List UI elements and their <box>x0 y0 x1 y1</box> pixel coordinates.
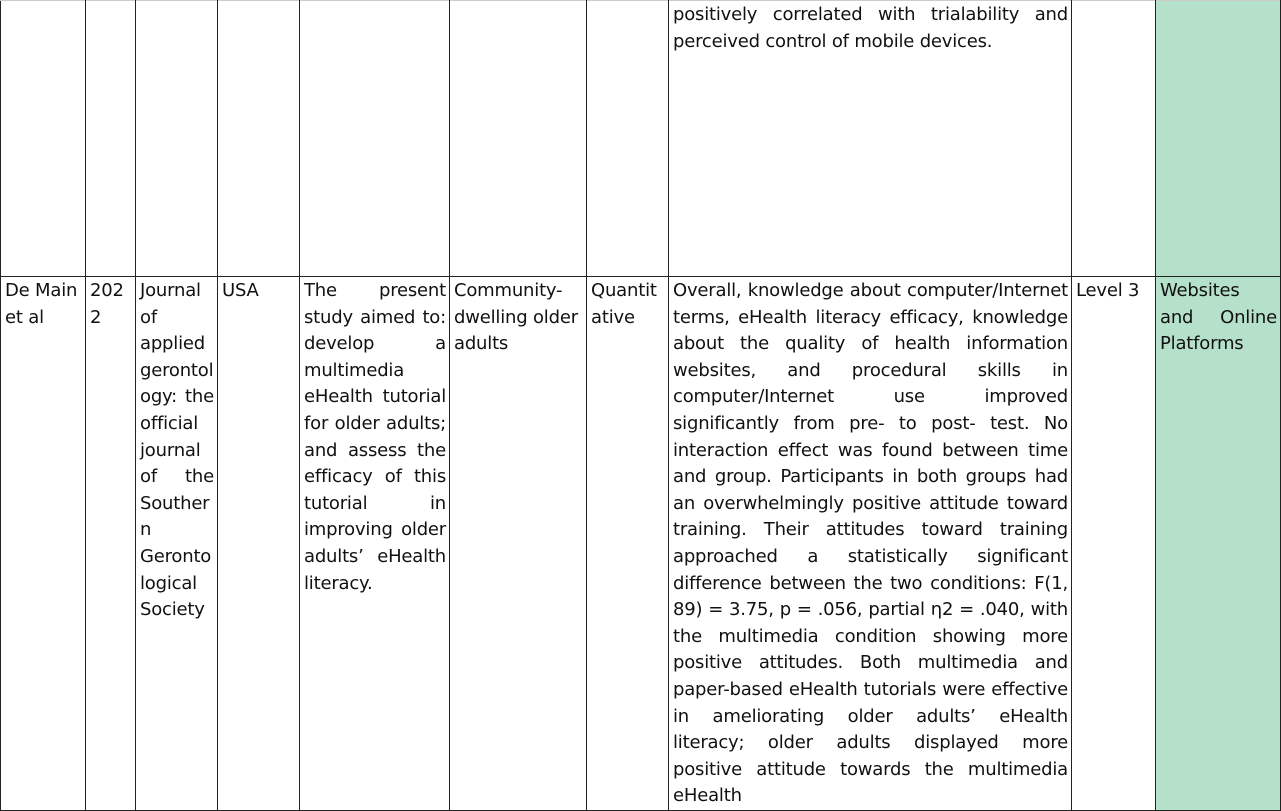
aim-cell: The present study aimed to: develop a multimedia eHealth tutorial for older adults; and assess the efficacy of this tutorial in improving older adults’ eHealth literacy. <box>300 277 450 811</box>
table-row <box>1 1 1281 277</box>
level-cell <box>1072 1 1156 277</box>
country-cell <box>218 1 300 277</box>
category-cell: Websites and Online Platforms <box>1156 277 1281 811</box>
design-cell <box>587 1 669 277</box>
findings-cell: Overall, knowledge about computer/Internet terms, eHealth literacy efficacy, knowledge about the quality of health information websites, and procedural skills in computer/Internet use improved significantly from pre- to post- test. No interaction effect was found between time and group. Participants in both groups had an overwhelmingly positive attitude toward training. Their attitudes toward training approached a statistically significant difference between the two conditions: F(1, 89) = 3.75, p = .056, partial η2 = .040, with the multimedia condition showing more positive attitudes. Both multimedia and paper-based eHealth tutorials were effective in ameliorating older adults’ eHealth literacy; older adults displayed more positive attitude towards the multimedia eHealth <box>669 277 1072 811</box>
journal-cell: Journal of applied gerontology: the official journal of the Southern Gerontological Society <box>136 277 218 811</box>
country-cell: USA <box>218 277 300 811</box>
journal-cell <box>136 1 218 277</box>
year-cell <box>86 1 136 277</box>
population-cell: Community-dwelling older adults <box>450 277 587 811</box>
population-cell <box>450 1 587 277</box>
findings-cell: positively correlated with trialability and perceived control of mobile devices. <box>669 1 1072 277</box>
author-cell <box>1 1 86 277</box>
table-row <box>1 277 1281 811</box>
category-cell <box>1156 1 1281 277</box>
design-cell: Quantitative <box>587 277 669 811</box>
level-cell: Level 3 <box>1072 277 1156 811</box>
year-cell: 2022 <box>86 277 136 811</box>
author-cell: De Main et al <box>1 277 86 811</box>
aim-cell <box>300 1 450 277</box>
